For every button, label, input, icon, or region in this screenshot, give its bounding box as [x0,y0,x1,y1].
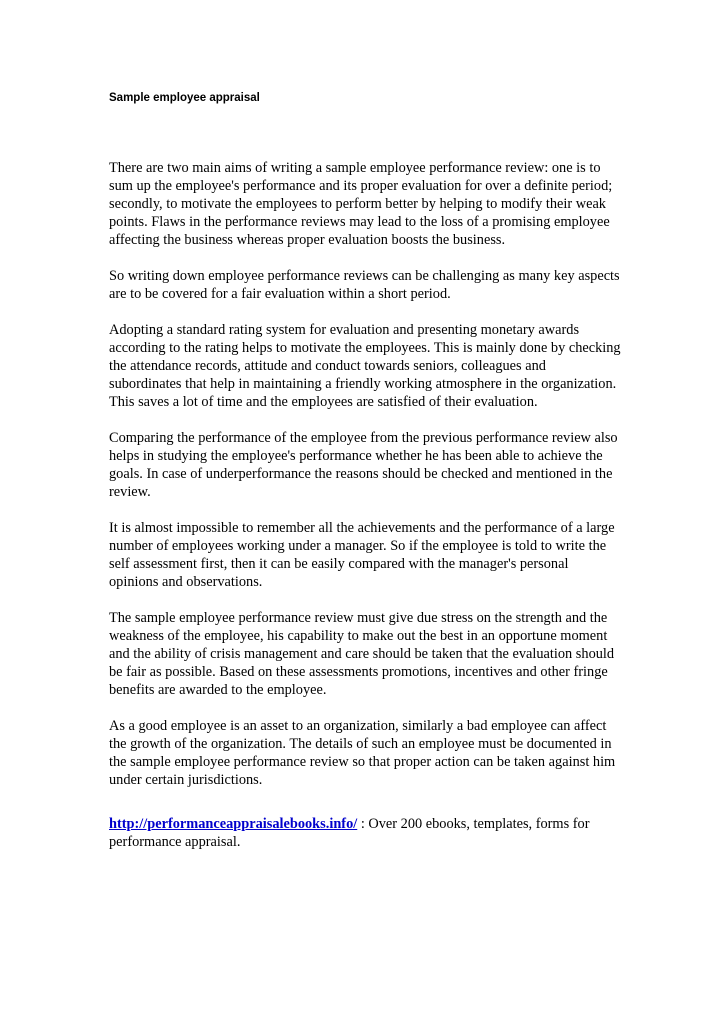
paragraph-1: There are two main aims of writing a sample employee performance review: one is to sum up the employee's performance and its proper evaluation for over a definite period; secondly, to motivate the employees to perform better by helping to modify their weak points. Flaws in the performance reviews may lead to the loss of a promising employee affecting the business whereas proper evaluation boosts the business. [109,160,613,248]
paragraph-4: Comparing the performance of the employee from the previous performance review also helps in studying the employee's performance whether he has been able to achieve the goals. In case of underperformance the reasons should be checked and mentioned in the review. [109,430,618,500]
document-title: Sample employee appraisal [109,92,260,104]
ebooks-link[interactable]: http://performanceappraisalebooks.info/ [109,816,358,832]
paragraph-5: It is almost impossible to remember all the achievements and the performance of a large number of employees working under a manager. So if the employee is told to write the self assessment first, then it can be easily compared with the manager's personal opinions and observations. [109,520,615,590]
paragraph-2: So writing down employee performance reviews can be challenging as many key aspects are to be covered for a fair evaluation within a short period. [109,268,620,302]
paragraph-7: As a good employee is an asset to an organization, similarly a bad employee can affect the growth of the organization. The details of such an employee must be documented in the sample employee performance review so that proper action can be taken against him under certain jurisdictions. [109,718,616,788]
paragraph-6: The sample employee performance review must give due stress on the strength and the weakness of the employee, his capability to make out the best in an opportune moment and the ability of crisis management and care should be taken that the evaluation should be fair as possible. Based on these assessments promotions, incentives and other fringe benefits are awarded to the employee. [109,610,615,698]
document-body [109,159,621,869]
paragraph-3: Adopting a standard rating system for evaluation and presenting monetary awards according to the rating helps to motivate the employees. This is mainly done by checking the attendance records, attitude and conduct towards seniors, colleagues and subordinates that help in maintaining a friendly working atmosphere in the organization. This saves a lot of time and the employees are satisfied of their evaluation. [109,322,621,410]
footer-note [109,815,621,851]
footer-suffix: : Over 200 ebooks, templates, forms for performance appraisal. [109,816,590,850]
